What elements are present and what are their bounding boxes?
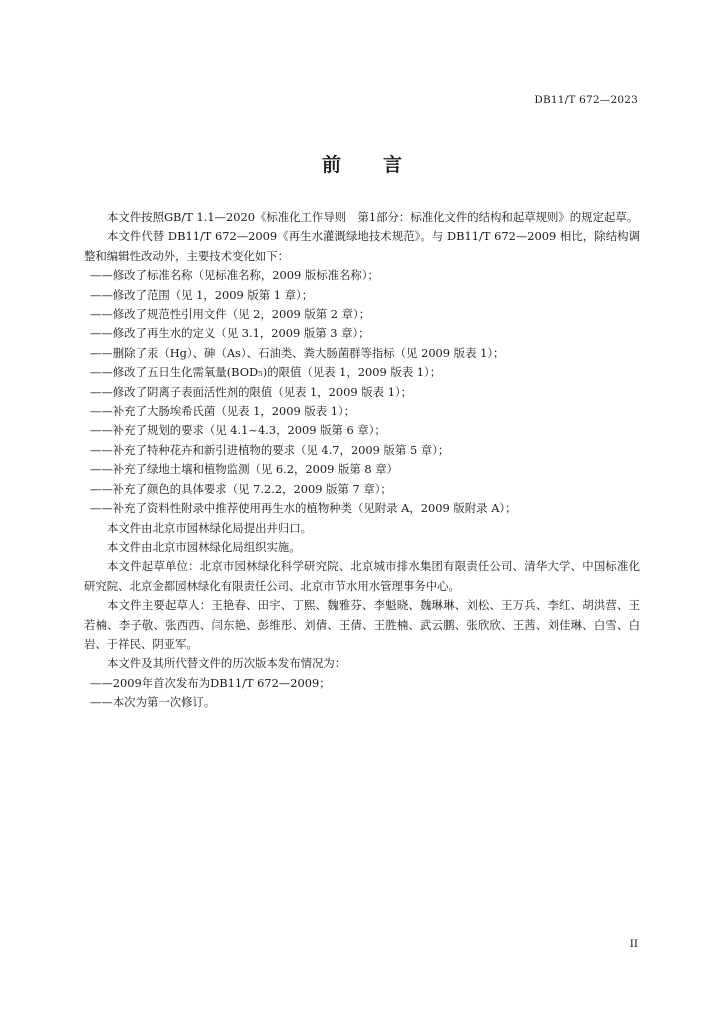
paragraph-replacement: 本文件代替 DB11/T 672—2009《再生水灌溉绿地技术规范》。与 DB11/T 672—2009 相比，除结构调整和编辑性改动外，主要技术变化如下： (84, 229, 640, 263)
document-body (84, 208, 640, 713)
page-number: II (629, 938, 638, 950)
list-item: ——补充了特种花卉和新引进植物的要求（见 4.7，2009 版第 5 章）； (90, 442, 450, 457)
list-item: ——修改了再生水的定义（见 3.1，2009 版第 3 章）； (90, 326, 370, 341)
list-item: ——补充了颜色的具体要求（见 7.2.2，2009 版第 7 章）； (90, 481, 392, 496)
list-item: ——本次为第一次修订。 (90, 695, 216, 710)
document-code: DB11/T 672—2023 (534, 94, 638, 106)
title-char-right: 言 (383, 154, 403, 176)
list-item: ——修改了标准名称（见标准名称，2009 版标准名称）； (90, 268, 379, 283)
paragraph-drafters: 本文件主要起草人：王艳春、田宇、丁熙、魏雅芬、李魁晓、魏琳琳、刘松、王万兵、李红、胡洪营、王若楠、李子敬、张西西、闫东艳、彭维彤、刘倩、王倩、王胜楠、武云鹏、张欣欣、王茜、刘佳琳、白雪、白岩、于祥民、阴亚军。 (84, 598, 640, 651)
title-char-left: 前 (321, 154, 341, 176)
list-item: ——补充了资料性附录中推荐使用再生水的植物种类（见附录 A，2009 版附录 A）； (90, 501, 517, 516)
list-item: ——修改了阴离子表面活性剂的限值（见表 1，2009 版表 1）； (90, 384, 413, 399)
history-list (84, 674, 640, 713)
list-item: ——补充了绿地土壤和植物监测（见 6.2，2009 版第 8 章） (90, 462, 399, 477)
changes-list (84, 266, 640, 518)
paragraph-drafting-units: 本文件起草单位：北京市园林绿化科学研究院、北京城市排水集团有限责任公司、清华大学、中国标准化研究院、北京金都园林绿化有限责任公司、北京市节水用水管理事务中心。 (84, 559, 640, 593)
paragraph-history-intro: 本文件及其所代替文件的历次版本发布情况为： (107, 656, 347, 671)
paragraph-implementer: 本文件由北京市园林绿化局组织实施。 (107, 539, 301, 554)
paragraph-proposer: 本文件由北京市园林绿化局提出并归口。 (107, 520, 313, 535)
page-title (0, 150, 724, 177)
list-item: ——补充了规划的要求（见 4.1~4.3，2009 版第 6 章）； (90, 423, 386, 438)
paragraph-drafting-basis: 本文件按照GB/T 1.1—2020《标准化工作导则 第1部分：标准化文件的结构和起草规则》的规定起草。 (107, 210, 639, 224)
list-item: ——删除了汞（Hg）、砷（As）、石油类、粪大肠菌群等指标（见 2009 版表 1）； (90, 345, 505, 360)
list-item: ——修改了规范性引用文件（见 2，2009 版第 2 章）； (90, 307, 371, 322)
list-item: ——补充了大肠埃希氏菌（见表 1，2009 版表 1）； (90, 404, 356, 419)
list-item: ——2009年首次发布为DB11/T 672—2009； (90, 675, 331, 690)
list-item: ——修改了范围（见 1，2009 版第 1 章）； (90, 287, 314, 302)
list-item: ——修改了五日生化需氧量(BOD₅)的限值（见表 1，2009 版表 1）； (90, 365, 442, 380)
